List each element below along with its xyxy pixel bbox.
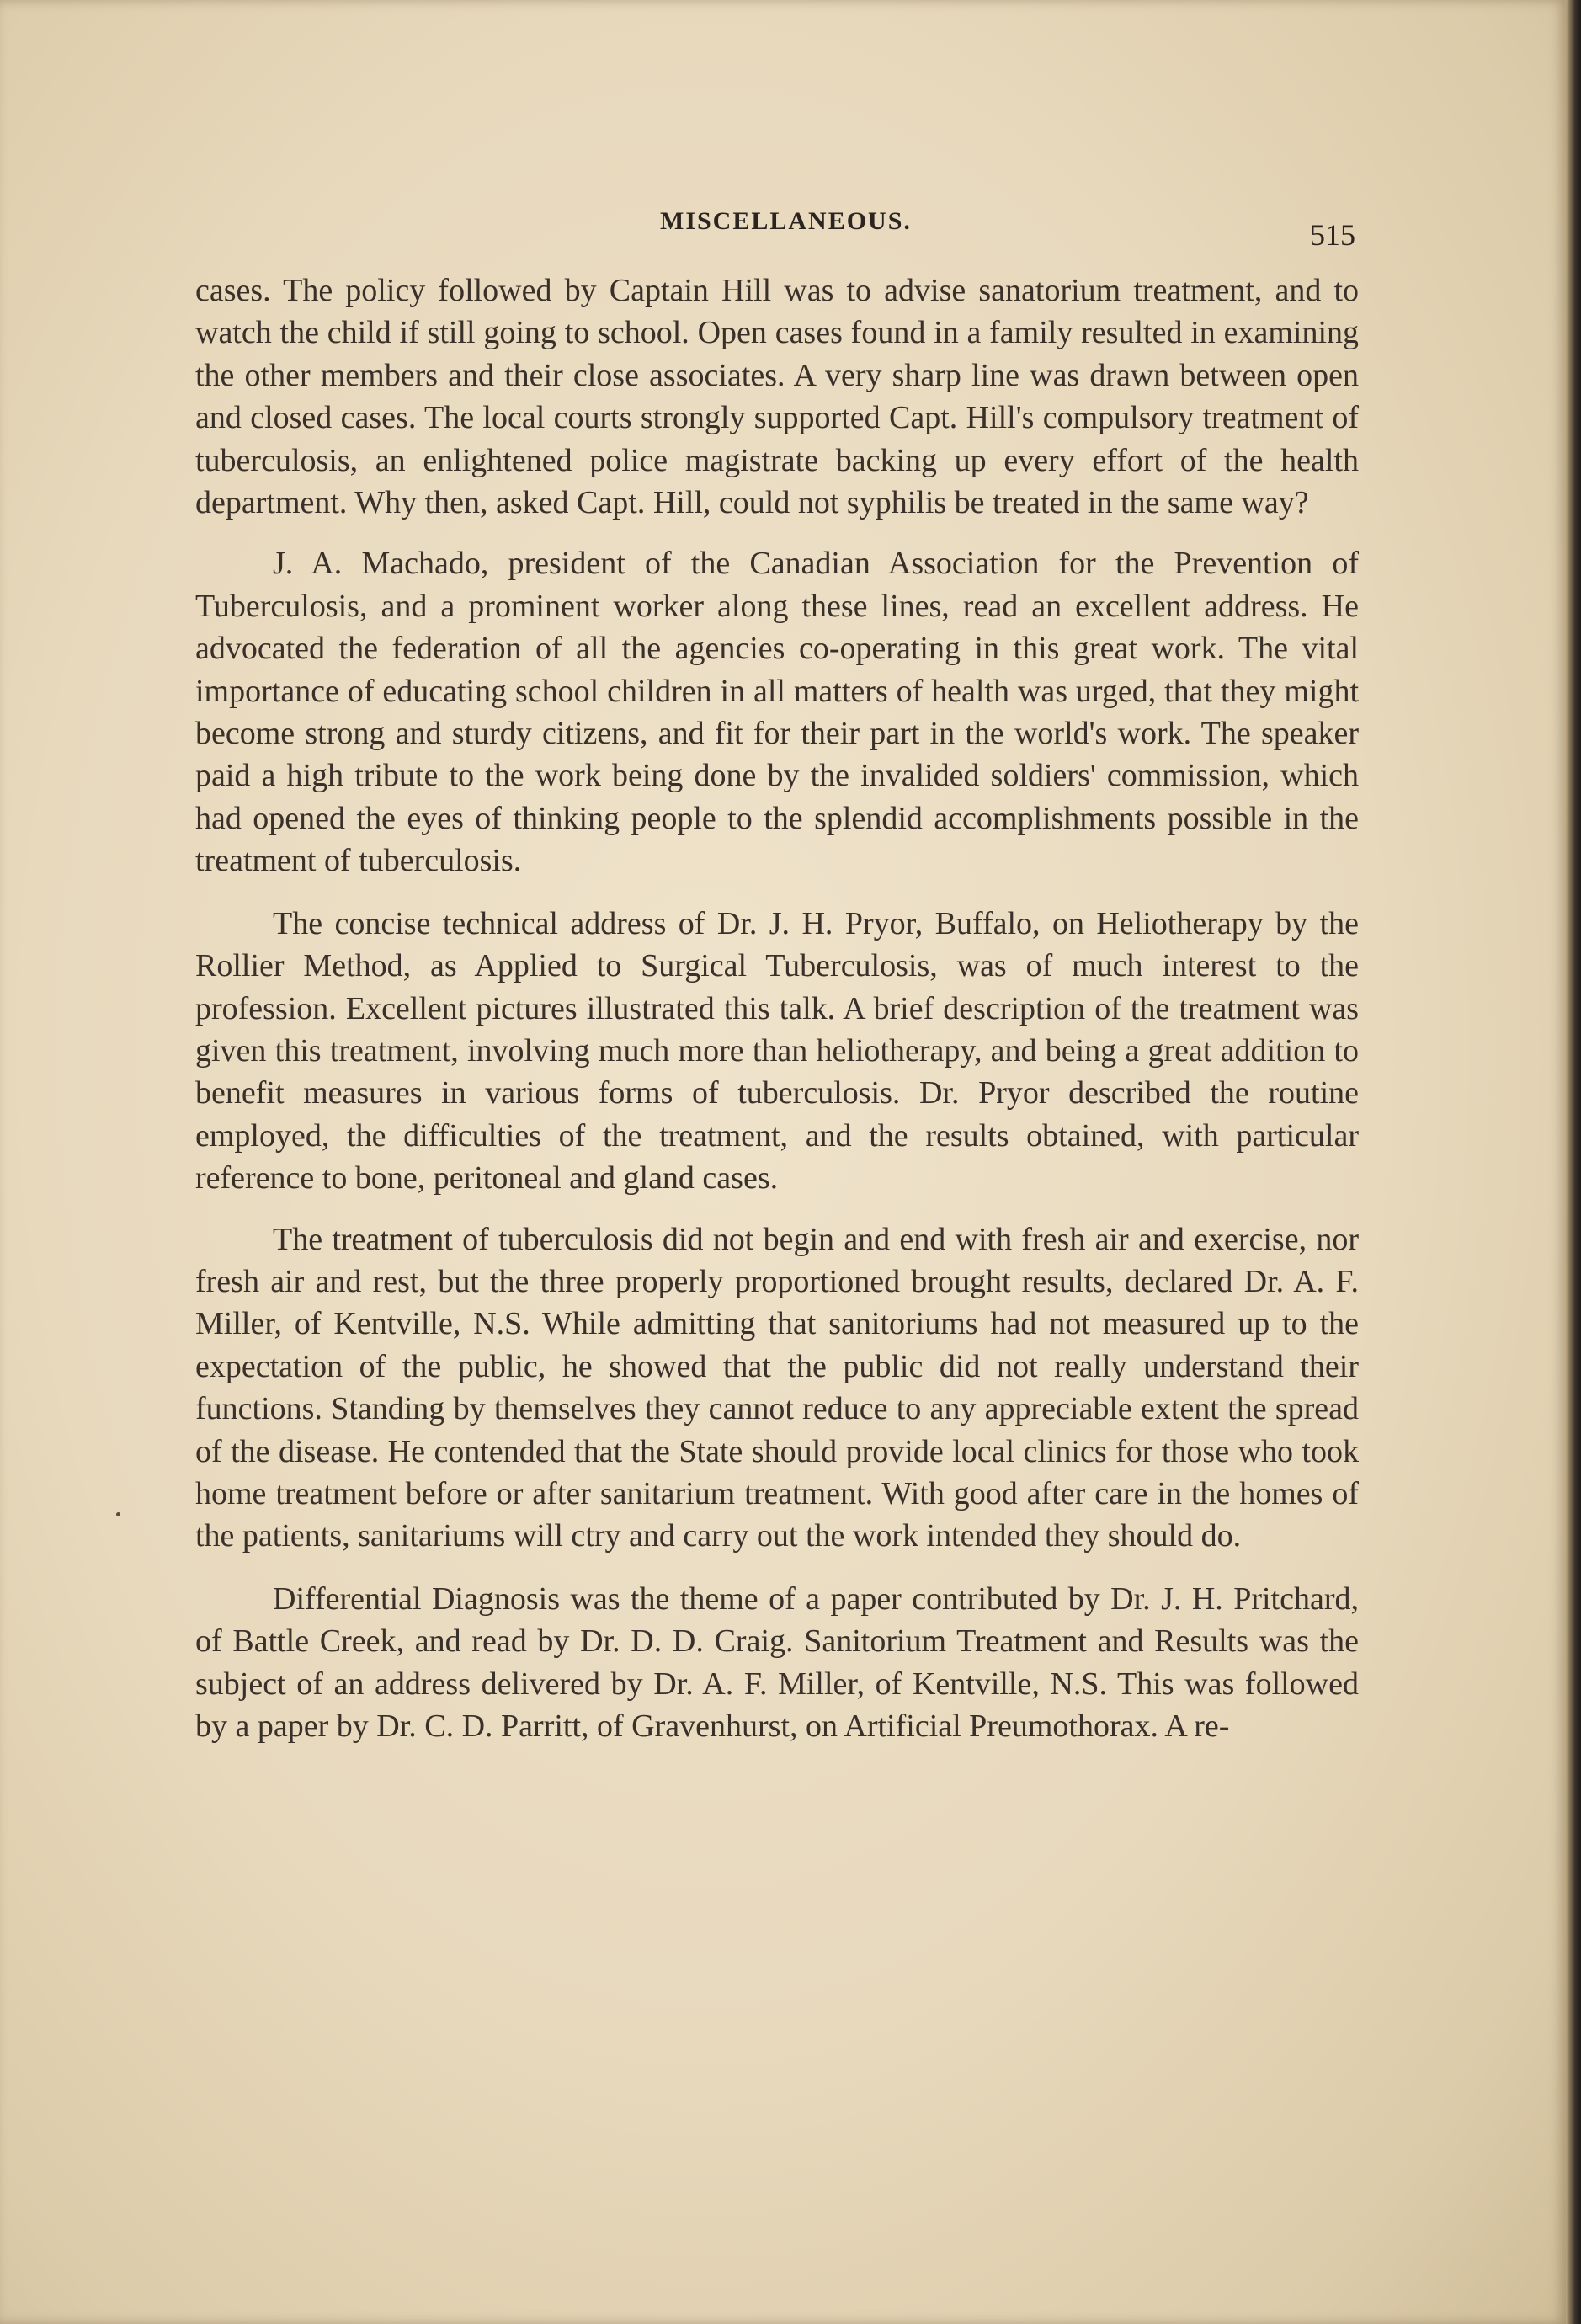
page-number: 515 xyxy=(1310,218,1355,252)
paragraph-pryor: The concise technical address of Dr. J. H. Pryor, Buffalo, on Heliotherapy by the Rollier Method, as Applied to Surgical Tuberculosis, was of much interest to the profession. Excellent pictures illustrated this talk. A brief description of the treatment was given this treatment, involving much more than heliotherapy, and being a great addition to benefit measures in various forms of tuberculosis. Dr. Pryor described the routine employed, the difficulties of the treatment, and the results obtained, with particular reference to bone, peritoneal and gland cases. xyxy=(195,905,1359,1197)
book-binding-edge xyxy=(1566,0,1581,2324)
stray-ink-mark xyxy=(116,1512,120,1516)
section-title: MISCELLANEOUS. xyxy=(660,207,912,235)
paragraph-miller: The treatment of tuberculosis did not begin and end with fresh air and exercise, nor fresh air and rest, but the three properly proportioned brought results, declared Dr. A. F. Miller, of Kentville, N.S. While admitting that sanitoriums had not measured up to the expectation of the public, he showed that the public did not really understand their functions. Standing by themselves they cannot reduce to any appreciable extent the spread of the disease. He contended that the State should provide local clinics for those who took home treatment before or after sanitarium treatment. With good after care in the homes of the patients, sanitariums will ctry and carry out the work intended they should do. xyxy=(195,1221,1359,1554)
paragraph-machado: J. A. Machado, president of the Canadian Association for the Prevention of Tuberculosis, and a prominent worker along these lines, read an excellent address. He advocated the federation of all the agencies co-operating in this great work. The vital importance of educating school children in all matters of health was urged, that they might become strong and sturdy citizens, and fit for their part in the world's work. The speaker paid a high tribute to the work being done by the invalided soldiers' commission, which had opened the eyes of thinking people to the splendid accomplishments possible in the treatment of tuberculosis. xyxy=(195,546,1359,879)
paragraph-captain-hill: cases. The policy followed by Captain Hill was to advise sanatorium treatment, and to watch the child if still going to school. Open cases found in a family resulted in examining the other members and their close associates. A very sharp line was drawn between open and closed cases. The local courts strongly supported Capt. Hill's compulsory treatment of tuberculosis, an enlightened police magistrate backing up every effort of the health department. Why then, asked Capt. Hill, could not syphilis be treated in the same way? xyxy=(195,273,1359,521)
paragraph-differential-diagnosis: Differential Diagnosis was the theme of a paper contributed by Dr. J. H. Pritchard, of Battle Creek, and read by Dr. D. D. Craig. Sanitorium Treatment and Results was the subject of an address delivered by Dr. A. F. Miller, of Kentville, N.S. This was followed by a paper by Dr. C. D. Parritt, of Gravenhurst, on Artificial Preumothorax. A re- xyxy=(195,1580,1359,1744)
running-head xyxy=(0,202,1566,253)
body-text xyxy=(195,269,1359,1762)
